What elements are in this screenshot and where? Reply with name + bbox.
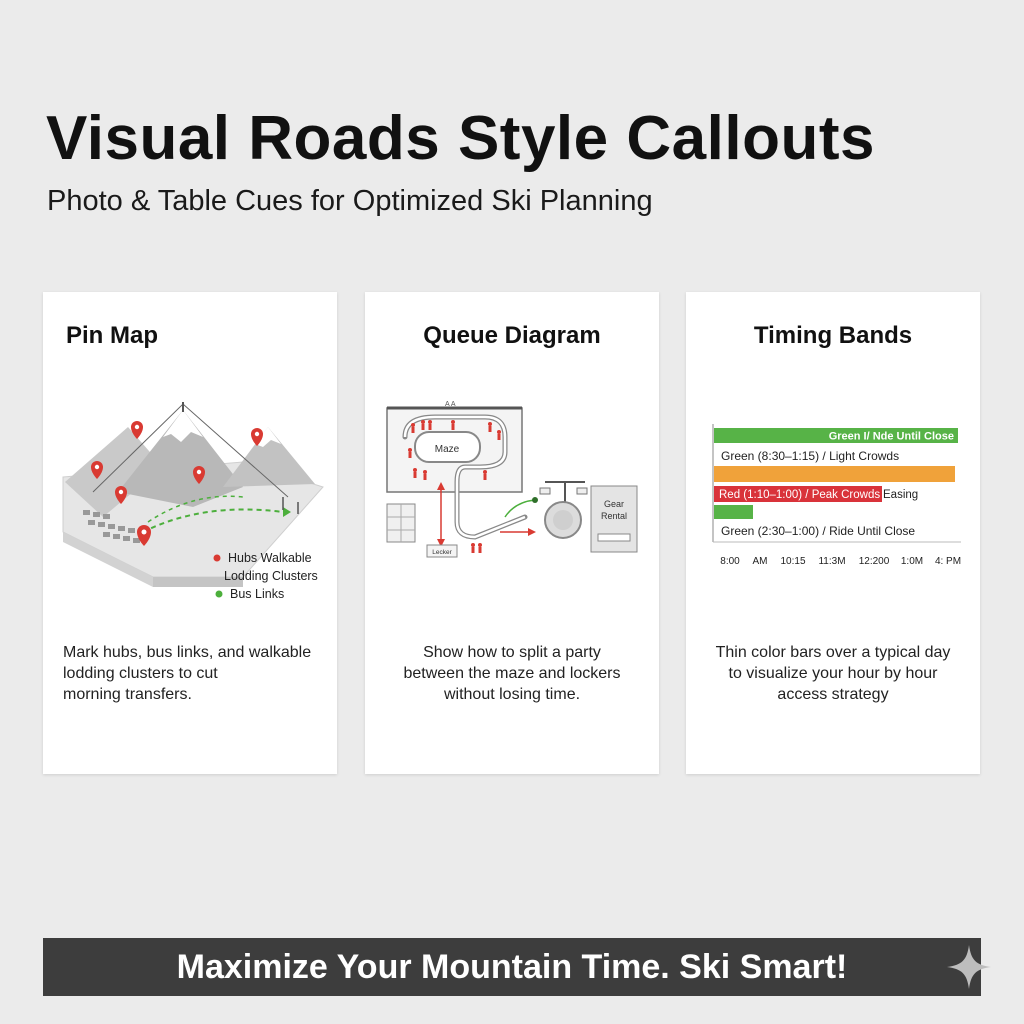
page-subtitle: Photo & Table Cues for Optimized Ski Planning <box>47 185 653 217</box>
svg-text:A A: A A <box>445 401 456 408</box>
locker-label: Lecker <box>432 549 452 556</box>
timing-bands-illustration <box>686 392 980 632</box>
band-red-label: Red (1:10–1:00) / Peak Crowds <box>719 489 881 501</box>
timing-bands-title: Timing Bands <box>753 322 913 349</box>
legend-clusters: Lodding Clusters <box>224 569 318 583</box>
queue-diagram-description: Show how to split a party between the maze and lockers without losing time. <box>403 644 621 703</box>
pin-map-card <box>43 292 337 774</box>
legend-hub-dot <box>214 555 221 562</box>
band-easing-label: Easing <box>883 489 919 501</box>
tick-label: 4: PM <box>934 556 962 567</box>
tick-label: 1:0M <box>900 556 924 567</box>
legend-bus: Bus Links <box>230 587 285 601</box>
tick-label: 12:200 <box>858 556 890 567</box>
gear-rental-label-2: Rental <box>600 511 628 521</box>
pin-map-illustration <box>43 392 337 632</box>
legend-bus-dot <box>216 591 223 598</box>
tick-label: AM <box>752 556 768 567</box>
tick-label: 11:3M <box>818 556 846 567</box>
maze-label: Maze <box>434 444 460 455</box>
gear-rental-label-1: Gear <box>603 499 625 509</box>
queue-diagram-illustration <box>365 392 659 632</box>
banner-text: Maximize Your Mountain Time. Ski Smart! <box>176 948 848 986</box>
band-green-top-label: Green I/ Nde Until Close <box>828 430 954 443</box>
footer-banner <box>43 938 981 996</box>
tick-label: 10:15 <box>780 556 806 567</box>
queue-diagram-title: Queue Diagram <box>423 322 601 349</box>
page-title: Visual Roads Style Callouts <box>46 104 875 173</box>
timing-bands-description: Thin color bars over a typical day to visualize your hour by hour access strategy <box>715 644 951 703</box>
band-green1-label: Green (8:30–1:15) / Light Crowds <box>721 449 900 463</box>
band-orange <box>714 466 955 482</box>
pin-map-description: Mark hubs, bus links, and walkable lodding clusters to cut morning transfers. <box>63 644 312 703</box>
tick-label: 8:00 <box>720 556 740 567</box>
legend-hubs: Hubs Walkable <box>228 551 312 565</box>
sparkle-icon <box>944 942 994 992</box>
band-green-small <box>714 505 753 519</box>
timing-bands-card <box>686 292 980 774</box>
pin-map-title: Pin Map <box>66 322 159 349</box>
queue-diagram-card <box>365 292 659 774</box>
band-green2-label: Green (2:30–1:00) / Ride Until Close <box>721 524 916 538</box>
